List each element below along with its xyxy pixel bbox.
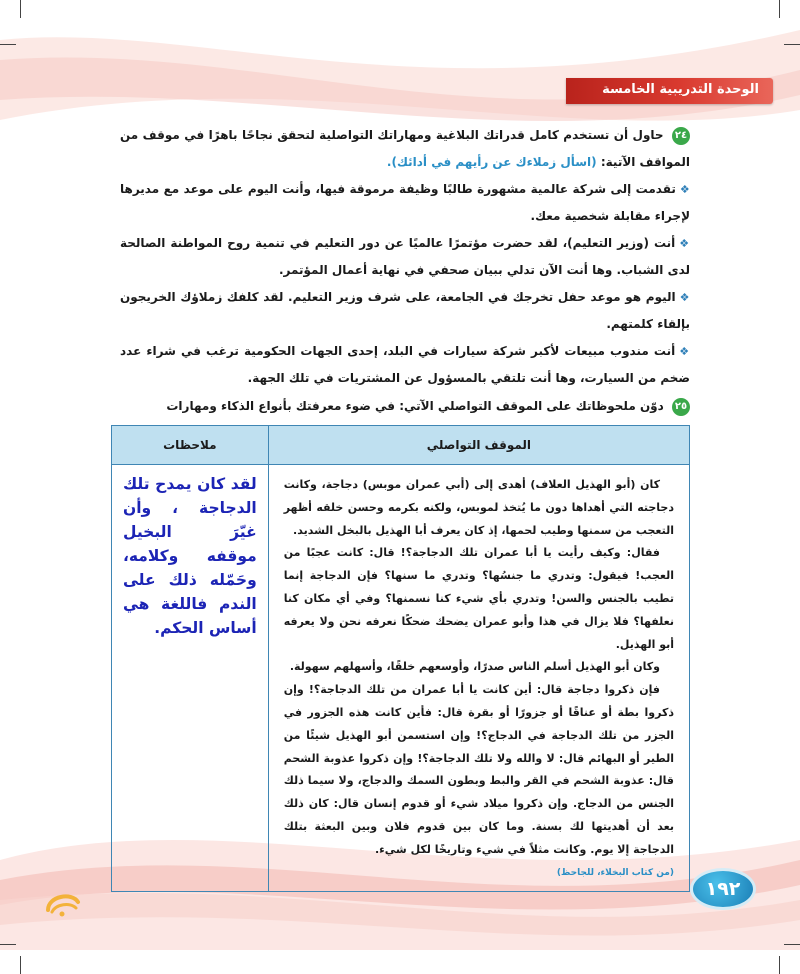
bullet-text: تقدمت إلى شركة عالمية مشهورة طالبًا وظيفة مرموقة فيها، وأنت اليوم على موعد مع مديرها لإجراء مقابلة شخصية معك. bbox=[120, 182, 690, 223]
story-cell bbox=[268, 465, 689, 892]
crop-mark bbox=[0, 944, 16, 945]
question-number-badge: ٢٤ bbox=[672, 127, 690, 145]
column-header-situation: الموقف التواصلي bbox=[268, 426, 689, 465]
question-24-hint: (اسأل زملاءك عن رأيهم في أدائك). bbox=[386, 155, 597, 169]
question-24-prompt bbox=[120, 122, 690, 176]
column-header-notes: ملاحظات bbox=[112, 426, 269, 465]
story-paragraph: كان (أبو الهذيل العلاف) أهدى إلى (أبي عمران موبس) دجاجة، وكانت دجاجته التي أهداها دون ما يُتخذ لموبس، ولكنه بكرمه وحسن خلقه أظهر التعجب من سمنها وطيب لحمها، إذ كان يعرف أبا الهذيل بالبخل الشديد. bbox=[283, 478, 674, 537]
page-number: ١٩٢ bbox=[690, 868, 756, 910]
bullet-icon: ❖ bbox=[679, 183, 690, 196]
story-paragraph: فقال: وكيف رأيت يا أبا عمران تلك الدجاجة؟! قال: كانت عجبًا من العجب! فيقول: وتدري ما جنسُها؟ وتدري ما سنها؟ فإن الدجاجة إنما تطيب بالجنس والسن! وتدري بأي شيء كنا نسمنها؟ وفي أي مكان كنا نعلفها؟ فلا يزال في هذا وأبو عمران يضحك ضحكًا نعرفه نحن ولا يعرفه أبو الهذيل. bbox=[283, 546, 674, 651]
bullet-icon: ❖ bbox=[679, 291, 690, 304]
bullet-text: أنت (وزير التعليم)، لقد حضرت مؤتمرًا عالميًا عن دور التعليم في تنمية روح المواطنة الصالحة لدى الشباب. وها أنت الآن تدلي ببيان صحفي في نهاية أعمال المؤتمر. bbox=[120, 236, 690, 277]
question-24-text: حاول أن تستخدم كامل قدراتك البلاغية ومهاراتك التواصلية لتحقق نجاحًا باهرًا في موقف من المواقف الآتية: bbox=[120, 128, 690, 169]
story-paragraph: فإن ذكروا دجاجة قال: أين كانت يا أبا عمران من تلك الدجاجة؟! وإن ذكروا بطة أو عناقًا أو جزورًا أو بقرة قال: فأين كانت هذه الجزور في الجزر من تلك الدجاجة في الدجاج؟! وإن استسمن أبو الهذيل شيئًا من الطير أو البهائم قال: لا والله ولا تلك الدجاجة؟! وإن ذكروا عذوبة الشحم قال: عذوبة الشحم في القر والبط وبطون السمك والدجاج، ولا سيما ذلك الجنس من الدجاج. وإن ذكروا ميلاد شيء أو قدوم إنسان قال: كان ذلك بعد أن أهديتها لك بسنة. وما كان بين قدوم فلان وبين البعثة بتلك الدجاجة إلا يوم. وكانت مثلاً في شيء وتاريخًا لكل شيء. bbox=[283, 683, 674, 856]
crop-mark bbox=[0, 44, 16, 45]
crop-mark bbox=[784, 44, 800, 45]
bullet-item bbox=[120, 338, 690, 392]
bullet-item bbox=[120, 176, 690, 230]
crop-mark bbox=[784, 944, 800, 945]
question-24 bbox=[120, 122, 690, 392]
bullet-item bbox=[120, 230, 690, 284]
publisher-logo-icon bbox=[42, 888, 84, 918]
communication-table bbox=[111, 425, 690, 892]
crop-mark bbox=[20, 956, 21, 974]
notes-cell[interactable] bbox=[112, 465, 269, 892]
bullet-icon: ❖ bbox=[679, 345, 690, 358]
story-paragraph: وكان أبو الهذيل أسلم الناس صدرًا، وأوسعهم خلقًا، وأسهلهم سهولة. bbox=[289, 660, 660, 674]
unit-banner bbox=[566, 78, 773, 104]
handwritten-note: لقد كان يمدح تلك الدجاجة ، وأن غيّرَ البخيل موقفه وكلامه، وحَمّله ذلك على الندم فاللغة هي أساس الحكم. bbox=[123, 475, 257, 637]
bullet-text: اليوم هو موعد حفل تخرجك في الجامعة، على شرف وزير التعليم. لقد كلفك زملاؤك الخريجون بإلقاء كلمتهم. bbox=[120, 290, 690, 331]
crop-mark bbox=[20, 0, 21, 18]
unit-title: الوحدة التدريبية الخامسة bbox=[602, 82, 759, 97]
bullet-item bbox=[120, 284, 690, 338]
bullet-icon: ❖ bbox=[679, 237, 690, 250]
question-25-text: دوّن ملحوظاتك على الموقف التواصلي الآتي: في ضوء معرفتك بأنواع الذكاء ومهارات bbox=[166, 399, 664, 413]
story-source: (من كتاب البخلاء، للجاحظ) bbox=[556, 867, 674, 878]
crop-mark bbox=[779, 956, 780, 974]
crop-mark bbox=[779, 0, 780, 18]
bullet-text: أنت مندوب مبيعات لأكبر شركة سيارات في البلد، إحدى الجهات الحكومية ترغب في شراء عدد ضخم من السيارت، وها أنت تلتقي بالمسؤول عن المشتريات في تلك الجهة. bbox=[120, 344, 690, 385]
question-number-badge: ٢٥ bbox=[672, 398, 690, 416]
